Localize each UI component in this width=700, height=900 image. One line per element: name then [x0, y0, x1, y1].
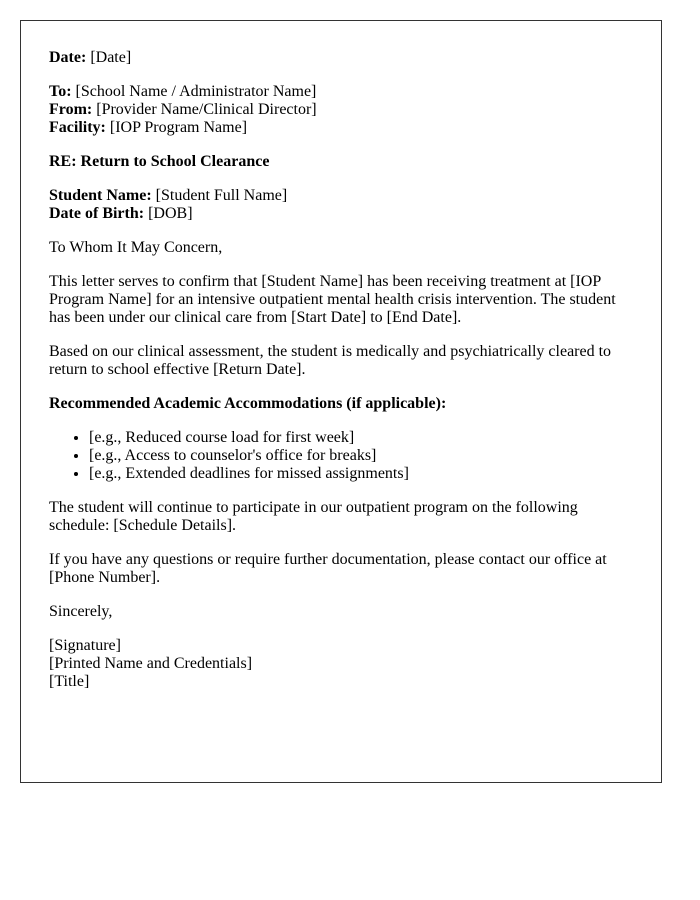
- signer-title: [Title]: [49, 673, 90, 690]
- facility-label: Facility:: [49, 119, 106, 136]
- accommodations-heading-text: Recommended Academic Accommodations (if applicable):: [49, 395, 447, 412]
- list-item: • [e.g., Access to counselor's office for breaks]: [89, 447, 633, 465]
- signoff: Sincerely,: [49, 603, 113, 620]
- to-value: [School Name / Administrator Name]: [71, 83, 317, 100]
- body-paragraph: The student will continue to participate in our outpatient program on the following schedule: [Schedule Details].: [49, 499, 578, 534]
- facility-value: [IOP Program Name]: [105, 119, 248, 136]
- body-paragraph: Based on our clinical assessment, the student is medically and psychiatrically cleared to return to school effective [Return Date].: [49, 343, 612, 378]
- date-value: [Date]: [86, 49, 132, 66]
- dob-value: [DOB]: [144, 205, 193, 222]
- date-label: Date:: [49, 49, 87, 66]
- subject: RE: Return to School Clearance: [49, 153, 270, 170]
- from-value: [Provider Name/Clinical Director]: [92, 101, 317, 118]
- list-item: • [e.g., Reduced course load for first week]: [89, 429, 633, 447]
- student-name-label: Student Name:: [49, 187, 152, 204]
- printed-name: [Printed Name and Credentials]: [49, 655, 253, 672]
- accommodations-heading: [49, 395, 633, 413]
- subject-line: [49, 153, 633, 171]
- student-block: [49, 187, 633, 223]
- body-paragraph: If you have any questions or require further documentation, please contact our office at [Phone Number].: [49, 551, 607, 586]
- salutation: To Whom It May Concern,: [49, 239, 223, 256]
- to-label: To:: [49, 83, 72, 100]
- accommodations-list: [49, 429, 633, 483]
- address-block: [49, 83, 633, 137]
- student-name-value: [Student Full Name]: [151, 187, 288, 204]
- letter: [20, 20, 662, 783]
- date-line: [49, 49, 633, 67]
- signature: [Signature]: [49, 637, 121, 654]
- dob-label: Date of Birth:: [49, 205, 145, 222]
- body-paragraph: This letter serves to confirm that [Student Name] has been receiving treatment at [IOP Program Name] for an intensive outpatient mental health crisis intervention. The student has been under our clinical care from [Start Date] to [End Date].: [49, 273, 616, 326]
- signature-block: [49, 637, 633, 691]
- from-label: From:: [49, 101, 93, 118]
- list-item: • [e.g., Extended deadlines for missed assignments]: [89, 465, 633, 483]
